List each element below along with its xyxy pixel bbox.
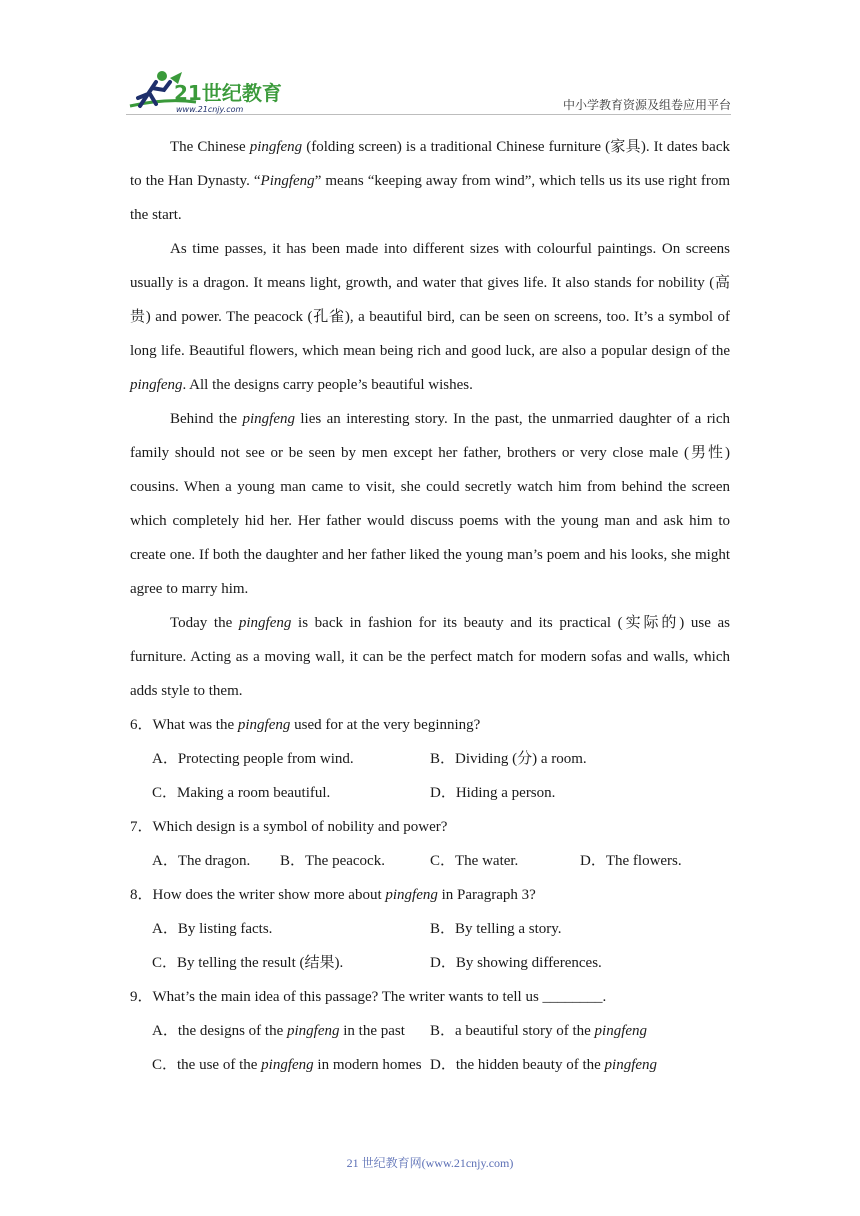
question-6-option-c: C．Making a room beautiful. <box>152 785 331 801</box>
italic-term: pingfeng <box>261 1057 314 1073</box>
question-9-option-b: B．a beautiful story of the pingfeng <box>430 1023 648 1039</box>
header-divider <box>126 114 731 115</box>
question-9-options-row-1 <box>130 1014 730 1048</box>
question-7-option-c: C．The water. <box>430 853 519 869</box>
passage-paragraph-3: Behind the pingfeng lies an interesting story. In the past, the unmarried daughter of a rich family should not see or be seen by men except her father, brothers or very close male (男性) cousins. When a young man came to visit, she could secretly watch him from behind the screen which completely hid her. Her father would discuss poems with the young man and ask him to create one. If both the daughter and her father liked the young man’s poem and his looks, she might agree to marry him. <box>130 411 731 597</box>
logo-text: 21世纪教育 <box>174 81 282 105</box>
question-8-option-b: B．By telling a story. <box>430 921 562 937</box>
question-7-stem: 7．Which design is a symbol of nobility and power? <box>130 819 448 835</box>
italic-term: pingfeng <box>130 377 183 393</box>
question-9-option-a: A．the designs of the pingfeng in the past <box>152 1023 405 1039</box>
question-8-options-row-1 <box>130 912 730 946</box>
italic-term: pingfeng <box>238 615 292 631</box>
platform-tagline: 中小学教育资源及组卷应用平台 <box>562 98 731 112</box>
question-6-option-a: A．Protecting people from wind. <box>152 751 354 767</box>
italic-term: Pingfeng <box>260 173 315 189</box>
question-8-option-c: C．By telling the result (结果). <box>152 955 344 971</box>
italic-term: pingfeng <box>242 411 295 427</box>
italic-term: pingfeng <box>594 1023 648 1039</box>
question-6-option-d: D．Hiding a person. <box>430 785 556 801</box>
question-6-stem: 6．What was the pingfeng used for at the very beginning? <box>130 717 481 733</box>
question-9-stem: 9．What’s the main idea of this passage? The writer wants to tell us ________. <box>130 989 607 1005</box>
runner-logo-icon <box>126 68 296 118</box>
passage-paragraph-2: As time passes, it has been made into different sizes with colourful paintings. On screens usually is a dragon. It means light, growth, and water that gives life. It also stands for nobility (高贵) and power. The peacock (孔雀), a beautiful bird, can be seen on screens, too. It’s a symbol of long life. Beautiful flowers, which mean being rich and good luck, are also a popular design of the pingfeng. All the designs carry people’s beautiful wishes. <box>130 241 730 393</box>
logo-url: www.21cnjy.com <box>176 105 244 114</box>
question-7-option-b: B．The peacock. <box>280 853 385 869</box>
question-8-option-a: A．By listing facts. <box>152 921 273 937</box>
italic-term: pingfeng <box>604 1057 658 1073</box>
passage-paragraph-1: The Chinese pingfeng (folding screen) is a traditional Chinese furniture (家具). It dates back to the Han Dynasty. “Pingfeng” means “keeping away from wind”, which tells us its use right from the start. <box>130 139 730 223</box>
question-8-options-row-2 <box>130 946 730 980</box>
site-logo <box>126 68 296 118</box>
question-8-stem: 8．How does the writer show more about pingfeng in Paragraph 3? <box>130 887 536 903</box>
question-6-option-b: B．Dividing (分) a room. <box>430 751 587 767</box>
italic-term: pingfeng <box>237 717 291 733</box>
question-6-options-row-2 <box>130 776 730 810</box>
question-8-option-d: D．By showing differences. <box>430 955 602 971</box>
italic-term: pingfeng <box>286 1023 340 1039</box>
footer-link[interactable]: 21 世纪教育网(www.21cnjy.com) <box>346 1156 514 1170</box>
question-7-option-a: A．The dragon. <box>152 853 251 869</box>
question-6-options-row-1 <box>130 742 730 776</box>
question-9-option-c: C．the use of the pingfeng in modern homes <box>152 1057 422 1073</box>
question-9-option-d: D．the hidden beauty of the pingfeng <box>430 1057 658 1073</box>
passage-paragraph-4: Today the pingfeng is back in fashion for its beauty and its practical (实际的) use as furniture. Acting as a moving wall, it can be the perfect match for modern sofas and walls, which adds style to them. <box>130 615 730 699</box>
question-7-options-row <box>130 844 730 878</box>
document-body <box>130 130 730 1082</box>
italic-term: pingfeng <box>249 139 303 155</box>
italic-term: pingfeng <box>385 887 438 903</box>
question-9-options-row-2 <box>130 1048 730 1082</box>
question-7-option-d: D．The flowers. <box>580 853 682 869</box>
